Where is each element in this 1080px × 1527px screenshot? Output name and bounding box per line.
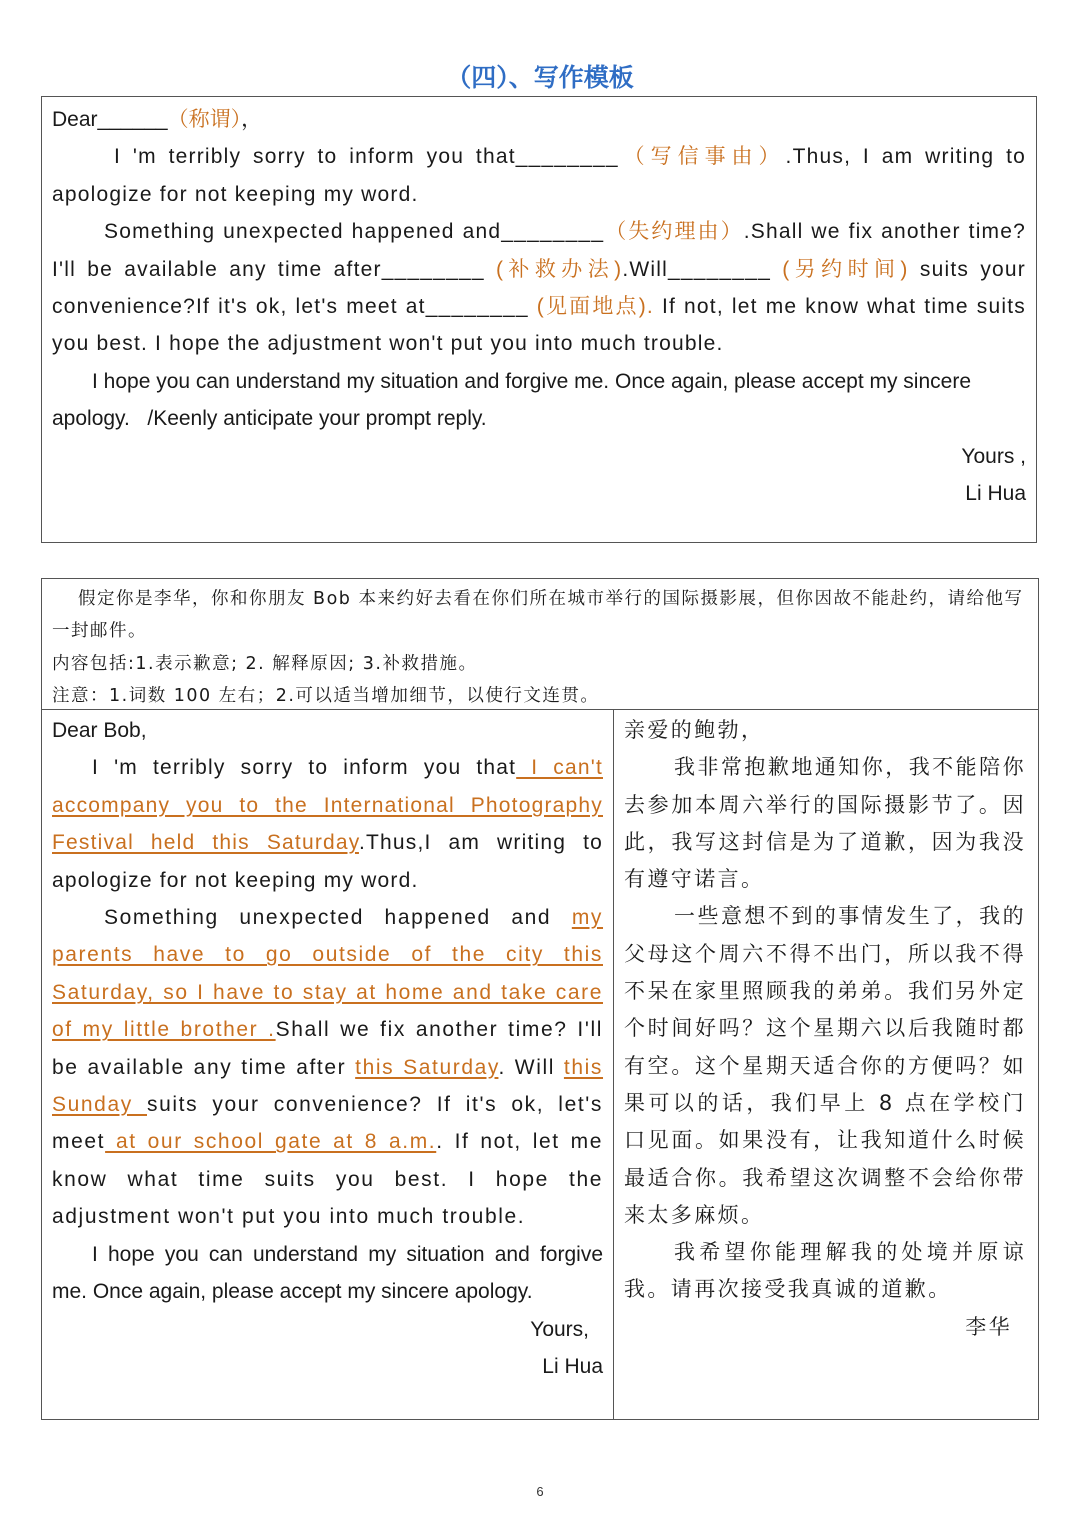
sample-essay-table: [41, 578, 1039, 1420]
writing-prompt: [42, 579, 1038, 710]
sample-closing: Yours,: [530, 1317, 589, 1341]
sample-signature: Li Hua: [542, 1354, 603, 1378]
sample-paragraph-3: I hope you can understand my situation and forgive me. Once again, please accept my sincere apology.: [52, 1242, 603, 1304]
template-paragraph-2: Something unexpected happened and________（失约理由）.Shall we fix another time? I'll be available any time after________ (补救办法).Will________ (另约时间) suits your convenience?If it's ok, let's meet at________ (见面地点). If not, let me know what time suits you best. I hope the adjustment won't put you into much trouble.: [52, 220, 1027, 356]
template-paragraph-1: I 'm terribly sorry to inform you that________（写信事由）.Thus, I am writing to apologize for not keeping my word.: [52, 145, 1027, 206]
template-closing: Yours ,: [961, 444, 1026, 468]
sample-paragraph-2: Something unexpected happened and my parents have to go outside of the city this Saturday, so I have to stay at home and take care of my little brother .Shall we fix another time? I'll be available any time after this Saturday. Will this Sunday suits your convenience? If it's ok, let's meet at our school gate at 8 a.m.. If not, let me know what time suits you best. I hope the adjustment won't put you into much trouble.: [52, 906, 604, 1229]
translation-salutation: 亲爱的鲍勃，: [624, 718, 765, 742]
template-signature: Li Hua: [965, 482, 1026, 506]
page-title: （四）、写作模板: [446, 63, 634, 92]
prompt-line-1: 假定你是李华，你和你朋友 Bob 本来约好去看在你们所在城市举行的国际摄影展，但你因故不能赴约，请给他写一封邮件。: [52, 589, 1024, 642]
sample-english-column: [42, 710, 614, 1419]
translation-paragraph-1: 我非常抱歉地通知你，我不能陪你去参加本周六举行的国际摄影节了。因此，我写这封信是为了道歉，因为我没有遵守诺言。: [624, 755, 1026, 892]
prompt-line-3: 注意：1.词数 100 左右；2.可以适当增加细节，以使行文连贯。: [52, 685, 600, 706]
page-number: 6: [536, 1484, 544, 1499]
writing-template-box: [41, 96, 1037, 543]
prompt-line-2: 内容包括:1.表示歉意; 2. 解释原因; 3.补救措施。: [52, 653, 478, 674]
translation-paragraph-2: 一些意想不到的事情发生了，我的父母这个周六不得不出门，所以我不得不呆在家里照顾我的弟弟。我们另外定个时间好吗？这个星期六以后我随时都有空。这个星期天适合你的方便吗？如果可以的话，我们早上 8 点在学校门口见面。如果没有，让我知道什么时候最适合你。我希望这次调整不会给你带来太多麻烦。: [624, 904, 1026, 1227]
sample-chinese-column: [614, 710, 1038, 1419]
template-salutation: Dear______（称谓），: [52, 108, 263, 131]
sample-paragraph-1: I 'm terribly sorry to inform you that I can't accompany you to the International Photography Festival held this Saturday.Thus,I am writing to apologize for not keeping my word.: [52, 756, 603, 892]
sample-salutation: Dear Bob,: [52, 719, 147, 742]
template-paragraph-3: I hope you can understand my situation and forgive me. Once again, please accept my sincere apology. /Keenly anticipate your prompt reply.: [52, 369, 972, 431]
translation-paragraph-3: 我希望你能理解我的处境并原谅我。请再次接受我真诚的道歉。: [624, 1240, 1026, 1302]
translation-signature: 李华: [965, 1314, 1012, 1339]
